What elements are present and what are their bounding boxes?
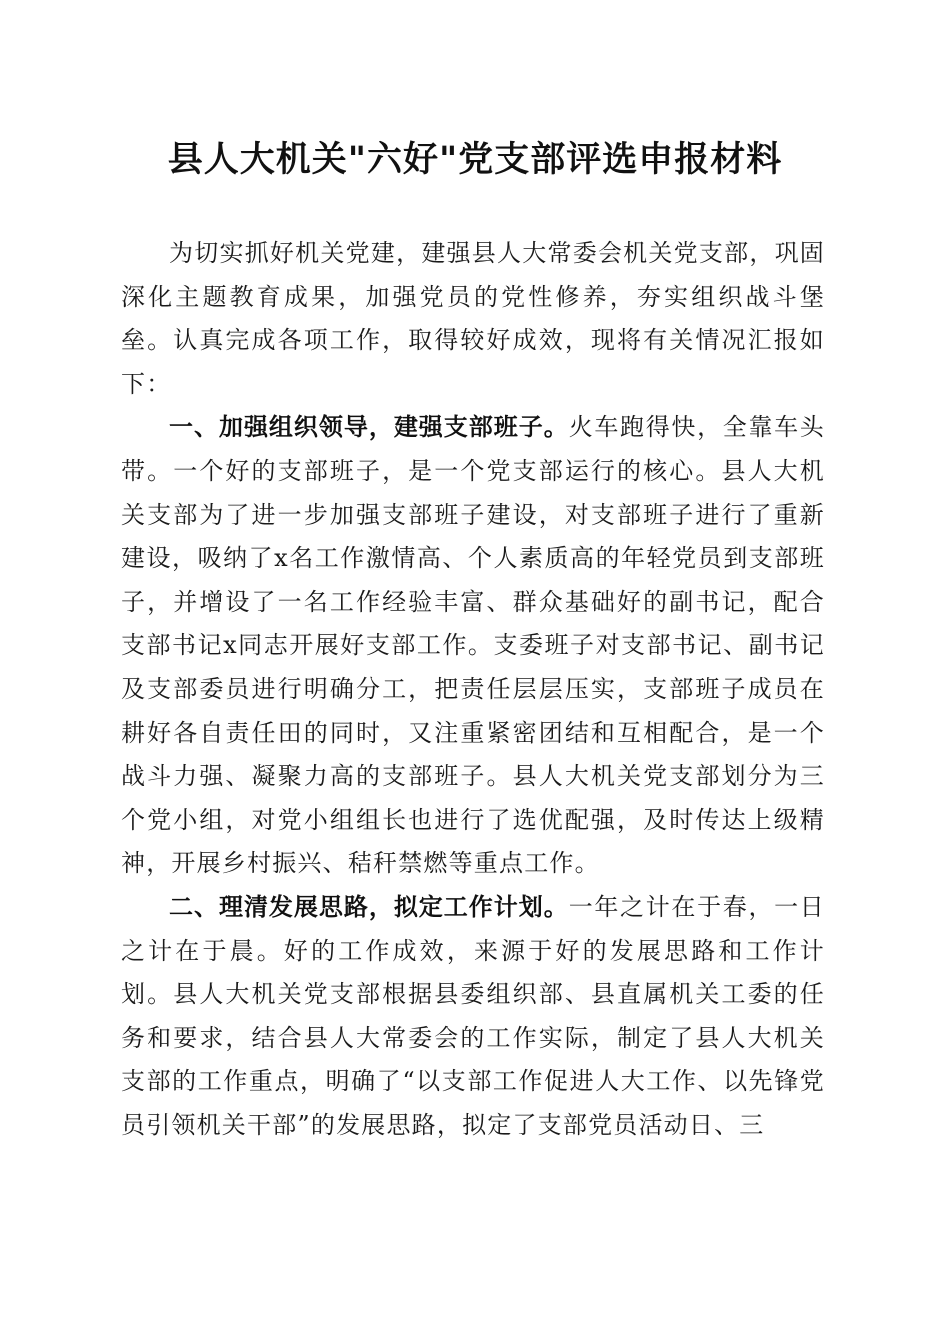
document-title: 县人大机关"六好"党支部评选申报材料 (167, 139, 783, 180)
section-heading-1: 一、加强组织领导，建强支部班子。 (169, 413, 569, 442)
section-text-1: 火车跑得快，全靠车头带。一个好的支部班子，是一个党支部运行的核心。县人大机关支部为了进一步加强支部班子建设，对支部班子进行了重新建设，吸纳了x名工作激情高、个人素质高的年轻党员到支部班子，并增设了一名工作经验丰富、群众基础好的副书记，配合支部书记x同志开展好支部工作。支委班子对支部书记、副书记及支部委员进行明确分工，把责任层层压实，支部班子成员在耕好各自责任田的同时，又注重紧密团结和互相配合，是一个战斗力强、凝聚力高的支部班子。县人大机关党支部划分为三个党小组，对党小组组长也进行了选优配强，及时传达上级精神，开展乡村振兴、秸秆禁燃等重点工作。 (121, 413, 826, 878)
section-text-2: 一年之计在于春，一日之计在于晨。好的工作成效，来源于好的发展思路和工作计划。县人大机关党支部根据县委组织部、县直属机关工委的任务和要求，结合县人大常委会的工作实际，制定了县人大机关支部的工作重点，明确了“以支部工作促进人大工作、以先锋党员引领机关干部”的发展思路，拟定了支部党员活动日、三 (121, 892, 826, 1139)
section-heading-2: 二、理清发展思路，拟定工作计划。 (169, 892, 569, 921)
intro-paragraph: 为切实抓好机关党建，建强县人大常委会机关党支部，巩固深化主题教育成果，加强党员的党性修养，夯实组织战斗堡垒。认真完成各项工作，取得较好成效，现将有关情况汇报如下： (121, 239, 825, 398)
document-body (121, 232, 825, 1147)
section-paragraph-2 (121, 886, 825, 1148)
section-paragraph-1 (121, 406, 825, 886)
